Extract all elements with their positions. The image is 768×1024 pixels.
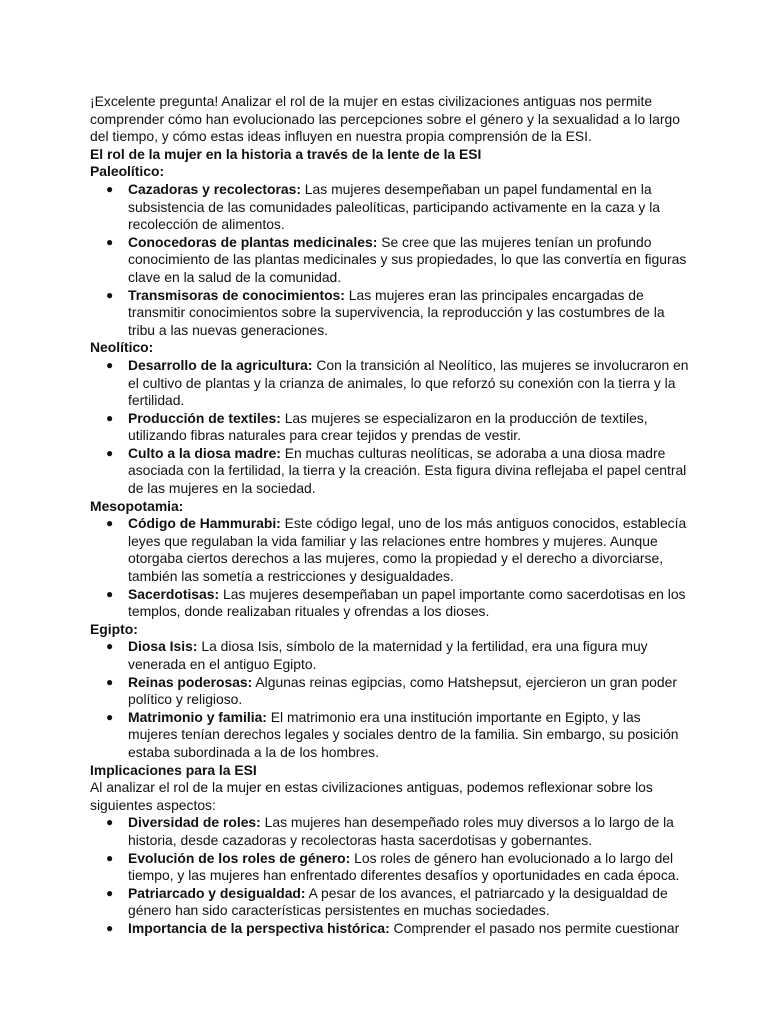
item-term: Patriarcado y desigualdad:	[128, 884, 306, 901]
list-item	[106, 233, 690, 287]
item-text: La diosa Isis, símbolo de la maternidad y la fertilidad, era una figura muy venerada en el antiguo Egipto.	[128, 638, 648, 672]
item-term: Producción de textiles:	[128, 409, 281, 426]
bullet-icon: ●	[106, 885, 114, 900]
item-term: Importancia de la perspectiva histórica:	[128, 919, 390, 936]
bullet-list	[90, 638, 690, 761]
item-text: Las mujeres se especializaron en la producción de textiles, utilizando fibras naturales para crear tejidos y prendas de vestir.	[128, 409, 648, 444]
list-item	[106, 356, 690, 410]
bullet-icon: ●	[106, 516, 114, 531]
bullet-icon: ●	[106, 181, 114, 196]
list-item	[106, 444, 690, 498]
item-term: Reinas poderosas:	[128, 673, 253, 690]
item-text: A pesar de los avances, el patriarcado y la desigualdad de género han sido características persistentes en muchas sociedades.	[128, 884, 668, 919]
item-text: Este código legal, uno de los más antiguos conocidos, establecía leyes que regulaban la vida familiar y las relaciones entre hombres y mujeres. Aunque otorgaba ciertos derechos a las mujeres, como la propiedad y el derecho a divorciarse, también las sometía a restricciones y desigualdades.	[128, 515, 687, 585]
list-item	[106, 180, 690, 234]
bullet-icon: ●	[106, 357, 114, 372]
section-mesopotamia	[90, 498, 690, 621]
section-heading: Paleolítico:	[90, 163, 165, 180]
intro-paragraph: ¡Excelente pregunta! Analizar el rol de la mujer en estas civilizaciones antiguas nos permite comprender cómo han evolucionado las percepciones sobre el género y la sexualidad a lo largo del tiempo, y cómo estas ideas influyen en nuestra propia comprensión de la ESI.	[90, 93, 680, 145]
document-body	[90, 93, 690, 938]
list-item	[106, 884, 690, 920]
item-text: Comprender el pasado nos permite cuestionar	[389, 919, 680, 936]
item-text: Las mujeres desempeñaban un papel importante como sacerdotisas en los templos, donde realizaban rituales y ofrendas a los dioses.	[128, 585, 686, 620]
section-neolitico	[90, 339, 690, 497]
section-heading: Implicaciones para la ESI	[90, 761, 257, 778]
section-heading: Neolítico:	[90, 339, 154, 356]
bullet-icon: ●	[106, 850, 114, 865]
item-term: Diosa Isis:	[128, 638, 198, 655]
list-item	[106, 515, 690, 585]
item-term: Desarrollo de la agricultura:	[128, 356, 313, 373]
bullet-icon: ●	[106, 920, 114, 935]
bullet-icon: ●	[106, 674, 114, 689]
bullet-icon: ●	[106, 586, 114, 601]
section-implicaciones	[90, 762, 690, 938]
bullet-icon: ●	[106, 639, 114, 654]
bullet-icon: ●	[106, 815, 114, 830]
bullet-list	[90, 357, 690, 498]
list-item	[106, 919, 690, 938]
item-term: Sacerdotisas:	[128, 585, 220, 602]
list-item	[106, 849, 690, 885]
list-item	[106, 814, 690, 849]
item-text: Los roles de género han evolucionado a lo largo del tiempo, y las mujeres han enfrentado diferentes desafíos y oportunidades en cada época.	[128, 849, 680, 884]
bullet-icon: ●	[106, 287, 114, 302]
item-text: Algunas reinas egipcias, como Hatshepsut, ejercieron un gran poder político y religioso.	[128, 673, 677, 708]
list-item	[106, 409, 690, 445]
list-item	[106, 673, 690, 709]
item-term: Matrimonio y familia:	[128, 708, 267, 725]
list-item	[106, 638, 690, 673]
section-paleolitico	[90, 163, 690, 339]
item-text: Se cree que las mujeres tenían un profundo conocimiento de las plantas medicinales y sus propiedades, lo que las convertía en figuras clave en la salud de la comunidad.	[128, 233, 687, 285]
section-heading: Egipto:	[90, 620, 138, 637]
item-term: Transmisoras de conocimientos:	[128, 286, 345, 303]
section-egipto	[90, 621, 690, 762]
item-text: Las mujeres eran las principales encargadas de transmitir conocimientos sobre la supervivencia, la reproducción y las costumbres de la tribu a las nuevas generaciones.	[128, 286, 665, 338]
list-item	[106, 585, 690, 621]
item-term: Cazadoras y recolectoras:	[128, 180, 301, 197]
bullet-list	[90, 515, 690, 621]
item-term: Evolución de los roles de género:	[128, 849, 351, 866]
list-item	[106, 286, 690, 340]
section-heading: Mesopotamia:	[90, 497, 184, 514]
item-text: El matrimonio era una institución importante en Egipto, y las mujeres tenían derechos legales y sociales dentro de la familia. Sin embargo, su posición estaba subordinada a la de los hombres.	[128, 708, 679, 760]
item-text: En muchas culturas neolíticas, se adoraba a una diosa madre asociada con la fertilidad, la tierra y la creación. Esta figura divina reflejaba el papel central de las mujeres en la sociedad.	[128, 444, 687, 497]
item-term: Culto a la diosa madre:	[128, 444, 281, 461]
bullet-icon: ●	[106, 445, 114, 460]
item-term: Código de Hammurabi:	[128, 515, 281, 532]
list-item	[106, 708, 690, 762]
item-text: Las mujeres han desempeñado roles muy diversos a lo largo de la historia, desde cazadoras y recolectoras hasta sacerdotisas y gobernantes.	[128, 814, 674, 848]
bullet-list	[90, 814, 690, 937]
item-term: Diversidad de roles:	[128, 814, 261, 831]
main-title: El rol de la mujer en la historia a través de la lente de la ESI	[90, 145, 482, 162]
item-term: Conocedoras de plantas medicinales:	[128, 233, 378, 250]
bullet-icon: ●	[106, 234, 114, 249]
implications-intro: Al analizar el rol de la mujer en estas civilizaciones antiguas, podemos reflexionar sobre los siguientes aspectos:	[90, 779, 653, 813]
bullet-list	[90, 181, 690, 339]
item-text: Las mujeres desempeñaban un papel fundamental en la subsistencia de las comunidades paleolíticas, participando activamente en la caza y la recolección de alimentos.	[128, 180, 661, 233]
bullet-icon: ●	[106, 410, 114, 425]
bullet-icon: ●	[106, 709, 114, 724]
item-text: Con la transición al Neolítico, las mujeres se involucraron en el cultivo de plantas y la crianza de animales, lo que reforzó su conexión con la tierra y la fertilidad.	[128, 356, 689, 409]
